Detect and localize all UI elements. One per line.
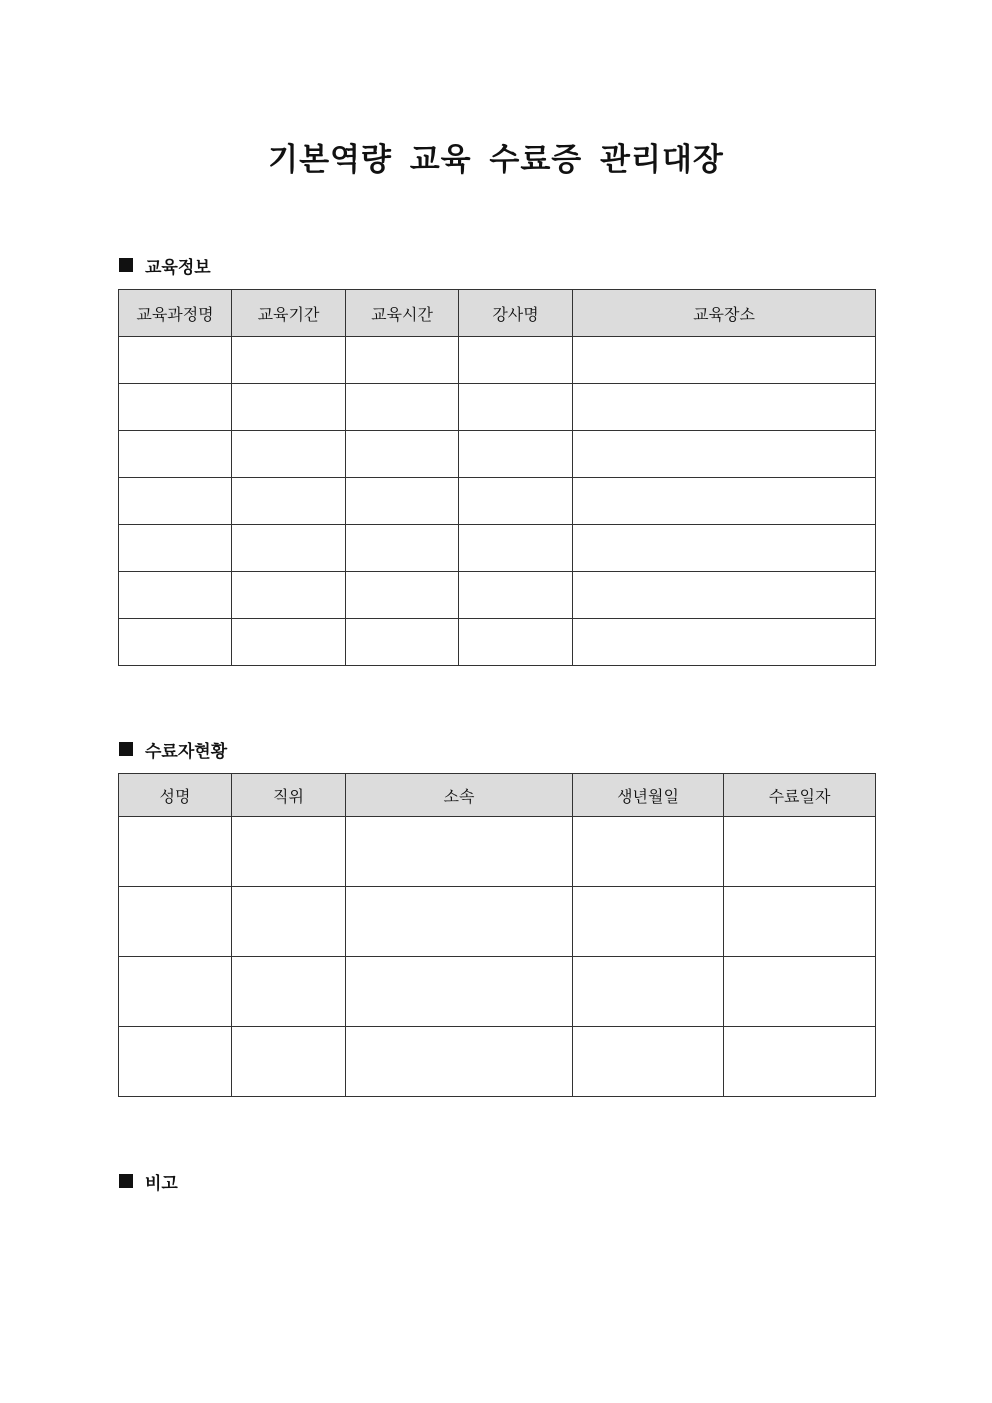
remarks-heading-label: 비고 (145, 1173, 178, 1194)
table-cell[interactable] (573, 619, 876, 666)
column-header-period: 교육기간 (232, 290, 346, 337)
table-cell[interactable] (346, 478, 459, 525)
trainee-status-heading-label: 수료자현황 (145, 741, 228, 762)
black-square-icon (119, 258, 133, 272)
remarks-heading (119, 1169, 178, 1193)
table-cell[interactable] (346, 337, 459, 384)
table-header-row (119, 290, 876, 337)
table-cell[interactable] (573, 478, 876, 525)
table-cell[interactable] (346, 1027, 573, 1097)
column-header-completion-date: 수료일자 (724, 774, 876, 817)
table-cell[interactable] (232, 1027, 346, 1097)
education-info-table (118, 289, 876, 666)
table-cell[interactable] (232, 887, 346, 957)
table-cell[interactable] (232, 525, 346, 572)
table-cell[interactable] (232, 337, 346, 384)
table-row (119, 887, 876, 957)
table-cell[interactable] (232, 478, 346, 525)
table-row (119, 572, 876, 619)
column-header-position: 직위 (232, 774, 346, 817)
table-header-row (119, 774, 876, 817)
table-cell[interactable] (232, 431, 346, 478)
table-cell[interactable] (724, 887, 876, 957)
table-cell[interactable] (119, 478, 232, 525)
table-row (119, 431, 876, 478)
table-cell[interactable] (724, 817, 876, 887)
table-row (119, 337, 876, 384)
table-cell[interactable] (459, 572, 573, 619)
table-cell[interactable] (232, 619, 346, 666)
table-cell[interactable] (232, 957, 346, 1027)
table-cell[interactable] (346, 384, 459, 431)
table-cell[interactable] (346, 817, 573, 887)
table-cell[interactable] (573, 431, 876, 478)
column-header-instructor: 강사명 (459, 290, 573, 337)
table-cell[interactable] (459, 431, 573, 478)
table-cell[interactable] (346, 957, 573, 1027)
table-cell[interactable] (724, 957, 876, 1027)
column-header-affiliation: 소속 (346, 774, 573, 817)
table-cell[interactable] (119, 572, 232, 619)
table-row (119, 525, 876, 572)
table-cell[interactable] (459, 384, 573, 431)
black-square-icon (119, 742, 133, 756)
table-cell[interactable] (346, 887, 573, 957)
table-cell[interactable] (119, 817, 232, 887)
table-cell[interactable] (573, 384, 876, 431)
trainee-status-heading (119, 737, 227, 761)
table-cell[interactable] (573, 525, 876, 572)
table-cell[interactable] (119, 1027, 232, 1097)
table-cell[interactable] (119, 431, 232, 478)
page-title: 기본역량 교육 수료증 관리대장 (268, 142, 724, 178)
table-row (119, 384, 876, 431)
table-cell[interactable] (232, 384, 346, 431)
table-cell[interactable] (119, 525, 232, 572)
table-cell[interactable] (573, 572, 876, 619)
table-row (119, 1027, 876, 1097)
table-cell[interactable] (573, 957, 724, 1027)
table-cell[interactable] (573, 337, 876, 384)
education-info-heading-label: 교육정보 (145, 257, 211, 278)
column-header-hours: 교육시간 (346, 290, 459, 337)
table-cell[interactable] (724, 1027, 876, 1097)
table-cell[interactable] (459, 619, 573, 666)
table-cell[interactable] (346, 525, 459, 572)
table-row (119, 478, 876, 525)
black-square-icon (119, 1174, 133, 1188)
table-cell[interactable] (119, 619, 232, 666)
column-header-name: 성명 (119, 774, 232, 817)
table-cell[interactable] (119, 957, 232, 1027)
table-cell[interactable] (459, 337, 573, 384)
column-header-course-name: 교육과정명 (119, 290, 232, 337)
table-row (119, 957, 876, 1027)
remarks-text[interactable] (145, 1205, 875, 1325)
trainee-status-table (118, 773, 876, 1097)
table-cell[interactable] (232, 817, 346, 887)
table-cell[interactable] (346, 431, 459, 478)
table-cell[interactable] (232, 572, 346, 619)
table-cell[interactable] (119, 384, 232, 431)
column-header-birthdate: 생년월일 (573, 774, 724, 817)
table-cell[interactable] (119, 887, 232, 957)
table-cell[interactable] (459, 525, 573, 572)
table-row (119, 619, 876, 666)
table-row (119, 817, 876, 887)
table-cell[interactable] (573, 817, 724, 887)
table-cell[interactable] (573, 887, 724, 957)
table-cell[interactable] (346, 619, 459, 666)
table-cell[interactable] (119, 337, 232, 384)
education-info-heading (119, 253, 211, 277)
column-header-location: 교육장소 (573, 290, 876, 337)
table-cell[interactable] (346, 572, 459, 619)
table-cell[interactable] (459, 478, 573, 525)
table-cell[interactable] (573, 1027, 724, 1097)
